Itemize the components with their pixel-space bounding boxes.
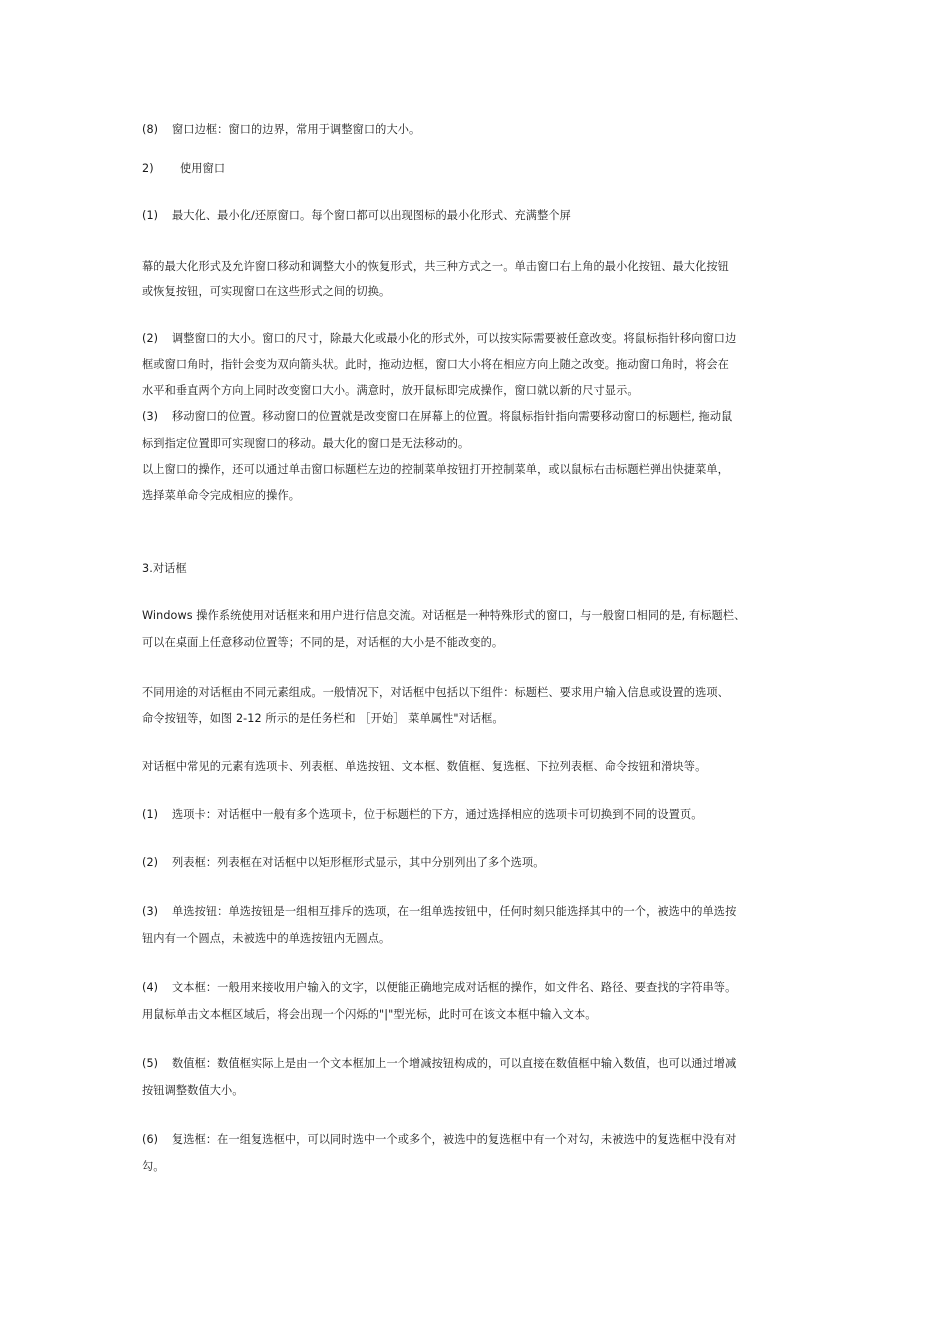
item-number: (6): [142, 1133, 159, 1146]
text-line: (1) 最大化、最小化/还原窗口。每个窗口都可以出现图标的最小化形式、充满整个屏: [142, 209, 571, 222]
text-line: 钮内有一个圆点，未被选中的单选按钮内无圆点。: [142, 932, 391, 945]
text-line: 标到指定位置即可实现窗口的移动。最大化的窗口是无法移动的。: [142, 437, 470, 450]
text-line: 以上窗口的操作，还可以通过单击窗口标题栏左边的控制菜单按钮打开控制菜单，或以鼠标右击标题栏弹出快捷菜单，: [142, 463, 729, 476]
item-number: (8): [142, 123, 159, 136]
text-line: 选择菜单命令完成相应的操作。: [142, 489, 301, 502]
text-line: 对话框中常见的元素有选项卡、列表框、单选按钮、文本框、数值框、复选框、下拉列表框、命令按钮和滑块等。: [142, 760, 707, 773]
text-line: Windows 操作系统使用对话框来和用户进行信息交流。对话框是一种特殊形式的窗口，与一般窗口相同的是, 有标题栏、: [142, 609, 746, 622]
text-line: 水平和垂直两个方向上同时改变窗口大小。满意时，放开鼠标即完成操作，窗口就以新的尺寸显示。: [142, 384, 639, 397]
text-line: 可以在桌面上任意移动位置等；不同的是，对话框的大小是不能改变的。: [142, 636, 504, 649]
item-number: (3): [142, 410, 159, 423]
item-number: (2): [142, 332, 159, 345]
section-heading: 2) 使用窗口: [142, 162, 226, 175]
text-line: 不同用途的对话框由不同元素组成。一般情况下，对话框中包括以下组件：标题栏、要求用户输入信息或设置的选项、: [142, 686, 729, 699]
list-item: (5) 数值框：数值框实际上是由一个文本框加上一个增减按钮构成的，可以直接在数值框中输入数值，也可以通过增减: [142, 1057, 737, 1070]
text-line: (3) 移动窗口的位置。移动窗口的位置就是改变窗口在屏幕上的位置。将鼠标指针指向需要移动窗口的标题栏, 拖动鼠: [142, 410, 733, 423]
text-line: 命令按钮等，如图 2-12 所示的是任务栏和 ［开始］ 菜单属性"对话框。: [142, 712, 504, 725]
list-item: (3) 单选按钮：单选按钮是一组相互排斥的选项，在一组单选按钮中，任何时刻只能选择其中的一个，被选中的单选按: [142, 905, 737, 918]
text-line: 幕的最大化形式及允许窗口移动和调整大小的恢复形式，共三种方式之一。单击窗口右上角的最小化按钮、最大化按钮: [142, 260, 729, 273]
text-line: (8) 窗口边框：窗口的边界，常用于调整窗口的大小。: [142, 123, 421, 136]
item-number: (3): [142, 905, 159, 918]
item-number: (2): [142, 856, 159, 869]
text-line: (2) 调整窗口的大小。窗口的尺寸，除最大化或最小化的形式外，可以按实际需要被任意改变。将鼠标指针移向窗口边: [142, 332, 737, 345]
text-line: 用鼠标单击文本框区域后，将会出现一个闪烁的"|"型光标，此时可在该文本框中输入文本。: [142, 1008, 597, 1021]
list-item: (1) 选项卡：对话框中一般有多个选项卡，位于标题栏的下方，通过选择相应的选项卡可切换到不同的设置页。: [142, 808, 703, 821]
item-number: 2): [142, 162, 154, 175]
text-line: 框或窗口角时，指针会变为双向箭头状。此时，拖动边框，窗口大小将在相应方向上随之改变。拖动窗口角时，将会在: [142, 358, 729, 371]
item-number: (4): [142, 981, 159, 994]
text-line: 或恢复按钮，可实现窗口在这些形式之间的切换。: [142, 285, 391, 298]
item-number: (1): [142, 209, 159, 222]
list-item: (6) 复选框：在一组复选框中，可以同时选中一个或多个，被选中的复选框中有一个对勾，未被选中的复选框中没有对: [142, 1133, 737, 1146]
list-item: (2) 列表框：列表框在对话框中以矩形框形式显示，其中分别列出了多个选项。: [142, 856, 545, 869]
item-number: (5): [142, 1057, 159, 1070]
section-heading: 3.对话框: [142, 562, 187, 575]
list-item: (4) 文本框：一般用来接收用户输入的文字，以便能正确地完成对话框的操作，如文件名、路径、要查找的字符串等。: [142, 981, 737, 994]
text-line: 按钮调整数值大小。: [142, 1084, 244, 1097]
item-number: (1): [142, 808, 159, 821]
text-line: 勾。: [142, 1160, 165, 1173]
